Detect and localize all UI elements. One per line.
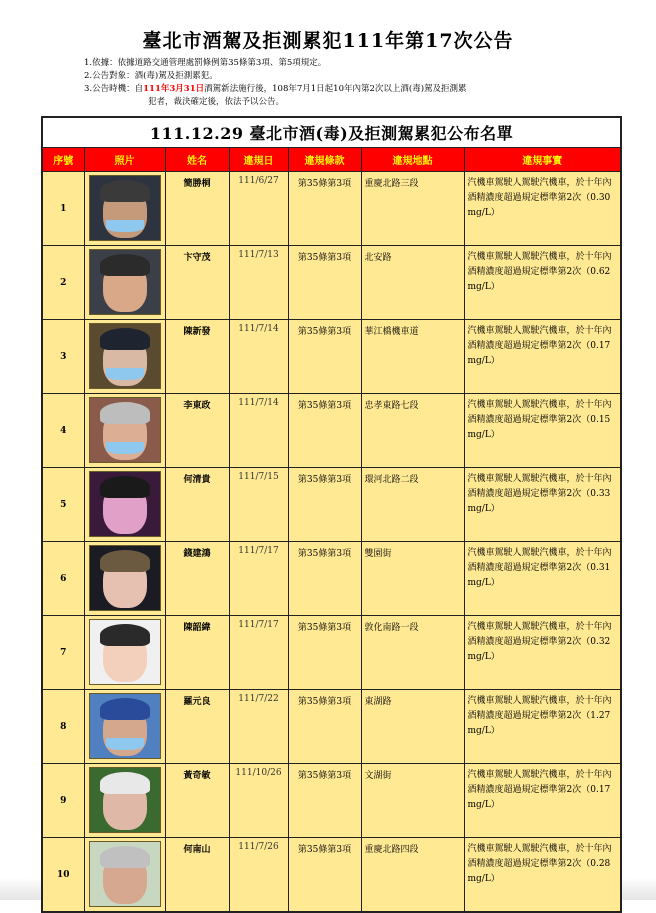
violation-clause: 第35條第3項 xyxy=(288,764,361,838)
header-name: 姓名 xyxy=(165,148,229,172)
violation-date: 111/7/15 xyxy=(229,468,288,542)
violation-fact: 汽機車駕駛人駕駛汽機車，於十年內酒精濃度超過規定標準第2次（0.17 mg/L） xyxy=(464,764,621,838)
photo-icon xyxy=(89,471,161,537)
announcement-notes xyxy=(84,57,467,109)
row-number: 2 xyxy=(42,246,84,320)
photo-cell xyxy=(84,394,165,468)
row-number: 10 xyxy=(42,838,84,913)
violation-date: 111/7/17 xyxy=(229,542,288,616)
note-timing-suffix: 酒駕新法施行後，108年7月1日起10年內第2次以上酒(毒)駕及拒測累 xyxy=(204,84,467,94)
photo-cell xyxy=(84,690,165,764)
table-row xyxy=(42,838,621,913)
row-number: 5 xyxy=(42,468,84,542)
violation-clause: 第35條第3項 xyxy=(288,246,361,320)
photo-icon xyxy=(89,323,161,389)
note-timing-prefix: 3.公告時機：自 xyxy=(84,84,144,94)
table-row xyxy=(42,246,621,320)
table-row xyxy=(42,172,621,246)
violation-fact: 汽機車駕駛人駕駛汽機車，於十年內酒精濃度超過規定標準第2次（0.28 mg/L） xyxy=(464,838,621,913)
violation-location: 東湖路 xyxy=(361,690,464,764)
row-number: 9 xyxy=(42,764,84,838)
note-timing xyxy=(84,83,467,96)
table-row xyxy=(42,690,621,764)
photo-icon xyxy=(89,693,161,759)
header-photo: 照片 xyxy=(84,148,165,172)
note-target: 2.公告對象：酒(毒)駕及拒測累犯。 xyxy=(84,71,218,81)
violation-clause: 第35條第3項 xyxy=(288,616,361,690)
table-row xyxy=(42,764,621,838)
photo-cell xyxy=(84,542,165,616)
table-caption: 111.12.29 臺北市酒(毒)及拒測駕累犯公布名單 xyxy=(42,117,621,148)
note-timing-date: 111年3月31日 xyxy=(143,84,205,94)
row-number: 1 xyxy=(42,172,84,246)
violation-fact: 汽機車駕駛人駕駛汽機車，於十年內酒精濃度超過規定標準第2次（0.17 mg/L） xyxy=(464,320,621,394)
table-row xyxy=(42,542,621,616)
photo-cell xyxy=(84,468,165,542)
offender-name: 羅元良 xyxy=(165,690,229,764)
photo-cell xyxy=(84,616,165,690)
violation-date: 111/6/27 xyxy=(229,172,288,246)
photo-cell xyxy=(84,764,165,838)
violation-location: 華江橋機車道 xyxy=(361,320,464,394)
row-number: 8 xyxy=(42,690,84,764)
table-header-row xyxy=(42,148,621,172)
header-no: 序號 xyxy=(42,148,84,172)
offender-name: 何清貴 xyxy=(165,468,229,542)
note-timing-continued: 犯者，裁決確定後，依法予以公告。 xyxy=(148,97,285,107)
violation-date: 111/10/26 xyxy=(229,764,288,838)
document-title: 臺北市酒駕及拒測累犯111年第17次公告 xyxy=(142,30,514,52)
violation-clause: 第35條第3項 xyxy=(288,542,361,616)
photo-icon xyxy=(89,175,161,241)
violation-location: 重慶北路三段 xyxy=(361,172,464,246)
violation-fact: 汽機車駕駛人駕駛汽機車，於十年內酒精濃度超過規定標準第2次（0.31 mg/L） xyxy=(464,542,621,616)
offender-name: 簡勝桐 xyxy=(165,172,229,246)
violation-fact: 汽機車駕駛人駕駛汽機車，於十年內酒精濃度超過規定標準第2次（0.62 mg/L） xyxy=(464,246,621,320)
violation-fact: 汽機車駕駛人駕駛汽機車，於十年內酒精濃度超過規定標準第2次（0.15 mg/L） xyxy=(464,394,621,468)
photo-cell xyxy=(84,320,165,394)
photo-cell xyxy=(84,246,165,320)
photo-icon xyxy=(89,619,161,685)
violation-location: 忠孝東路七段 xyxy=(361,394,464,468)
violation-date: 111/7/22 xyxy=(229,690,288,764)
violation-fact: 汽機車駕駛人駕駛汽機車，於十年內酒精濃度超過規定標準第2次（1.27 mg/L） xyxy=(464,690,621,764)
note-basis: 1.依據：依據道路交通管理處罰條例第35條第3項、第5項規定。 xyxy=(84,58,327,68)
violation-fact: 汽機車駕駛人駕駛汽機車，於十年內酒精濃度超過規定標準第2次（0.30 mg/L） xyxy=(464,172,621,246)
violation-location: 敦化南路一段 xyxy=(361,616,464,690)
violation-date: 111/7/26 xyxy=(229,838,288,913)
offender-name: 陳韶緯 xyxy=(165,616,229,690)
row-number: 4 xyxy=(42,394,84,468)
violation-location: 重慶北路四段 xyxy=(361,838,464,913)
offender-name: 錢建鴻 xyxy=(165,542,229,616)
offender-name: 陳新發 xyxy=(165,320,229,394)
violation-date: 111/7/17 xyxy=(229,616,288,690)
row-number: 3 xyxy=(42,320,84,394)
violation-clause: 第35條第3項 xyxy=(288,394,361,468)
table-row xyxy=(42,616,621,690)
photo-icon xyxy=(89,545,161,611)
table-row xyxy=(42,394,621,468)
violation-location: 雙園街 xyxy=(361,542,464,616)
offender-name: 卞守茂 xyxy=(165,246,229,320)
violation-location: 文湖街 xyxy=(361,764,464,838)
header-place: 違規地點 xyxy=(361,148,464,172)
photo-icon xyxy=(89,841,161,907)
table-row xyxy=(42,320,621,394)
violation-fact: 汽機車駕駛人駕駛汽機車，於十年內酒精濃度超過規定標準第2次（0.33 mg/L） xyxy=(464,468,621,542)
offender-table xyxy=(41,116,622,913)
offender-name: 何南山 xyxy=(165,838,229,913)
row-number: 6 xyxy=(42,542,84,616)
photo-cell xyxy=(84,172,165,246)
violation-fact: 汽機車駕駛人駕駛汽機車，於十年內酒精濃度超過規定標準第2次（0.32 mg/L） xyxy=(464,616,621,690)
violation-location: 北安路 xyxy=(361,246,464,320)
violation-clause: 第35條第3項 xyxy=(288,690,361,764)
photo-icon xyxy=(89,397,161,463)
violation-location: 環河北路二段 xyxy=(361,468,464,542)
table-row xyxy=(42,468,621,542)
violation-clause: 第35條第3項 xyxy=(288,320,361,394)
header-fact: 違規事實 xyxy=(464,148,621,172)
violation-date: 111/7/14 xyxy=(229,394,288,468)
row-number: 7 xyxy=(42,616,84,690)
photo-cell xyxy=(84,838,165,913)
violation-date: 111/7/13 xyxy=(229,246,288,320)
violation-date: 111/7/14 xyxy=(229,320,288,394)
header-date: 違規日 xyxy=(229,148,288,172)
violation-clause: 第35條第3項 xyxy=(288,468,361,542)
offender-name: 李東政 xyxy=(165,394,229,468)
photo-icon xyxy=(89,249,161,315)
violation-clause: 第35條第3項 xyxy=(288,172,361,246)
photo-icon xyxy=(89,767,161,833)
offender-name: 黃奇敏 xyxy=(165,764,229,838)
header-law: 違規條款 xyxy=(288,148,361,172)
violation-clause: 第35條第3項 xyxy=(288,838,361,913)
